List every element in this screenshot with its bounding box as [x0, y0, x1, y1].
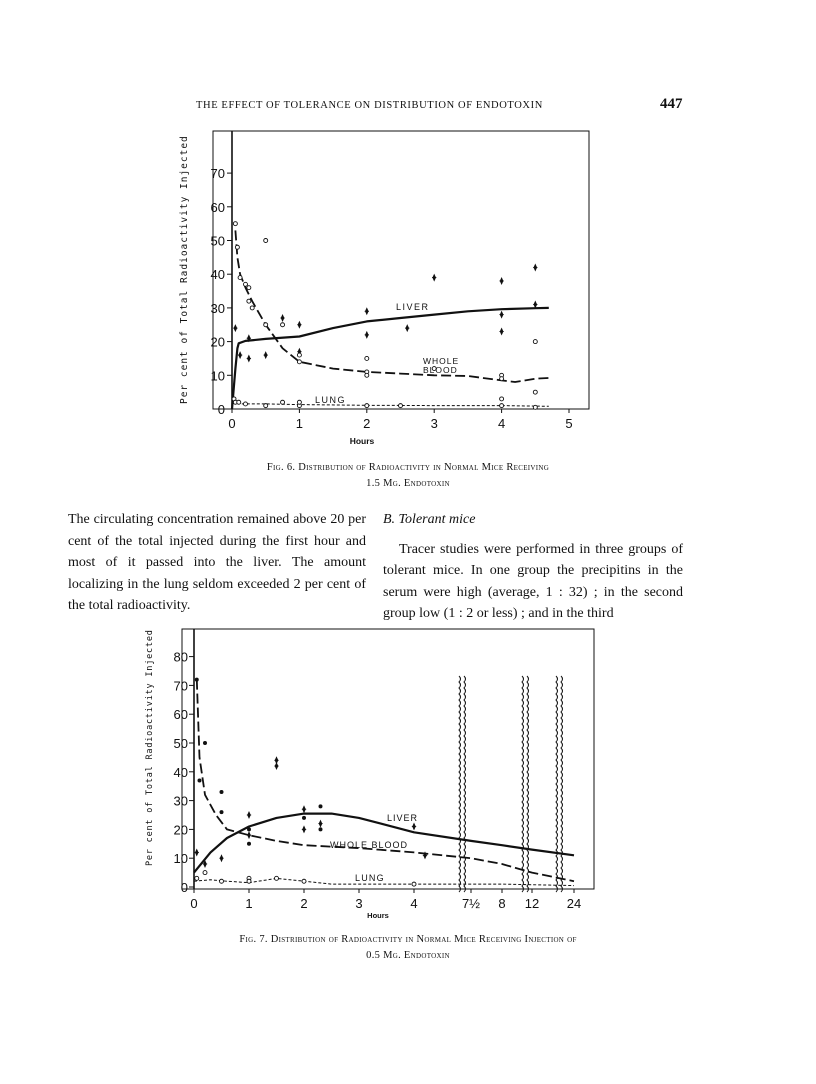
page-number: 447 — [660, 96, 683, 112]
fig7-lung-point — [275, 876, 279, 880]
fig7-caption — [120, 932, 696, 964]
fig6-label-liver: LIVER — [396, 302, 430, 312]
fig7-blood-point — [220, 790, 224, 794]
fig6-xtick-label: 3 — [430, 416, 438, 431]
fig7-blood-point — [302, 816, 306, 820]
fig6-xtick-label: 4 — [497, 416, 506, 431]
section-heading: B. Tolerant mice — [383, 512, 476, 527]
fig6-xtick-label: 1 — [295, 416, 304, 431]
fig7-lung-point — [302, 879, 306, 883]
fig7-xtick-label: 7½ — [461, 896, 481, 911]
fig7-blood-point — [198, 778, 202, 782]
fig7-blood-point — [247, 827, 251, 831]
fig7-liver-point — [274, 756, 278, 764]
fig6-ytick-label: 20 — [210, 334, 225, 350]
fig6-ytick-label: 40 — [210, 267, 225, 283]
fig7-caption-line1: Fig. 7. Distribution of Radioactivity in Normal Mice Receiving Injection of — [239, 934, 577, 945]
fig7-lung-point — [247, 879, 251, 883]
fig7-blood-point — [319, 827, 323, 831]
fig7-lung-point — [412, 882, 416, 886]
fig7-xtick-label: 4 — [410, 896, 418, 911]
fig7-label-whole: WHOLE BLOOD — [330, 840, 409, 850]
fig7-lung-point — [203, 871, 207, 875]
fig6-caption-line2: 1.5 Mg. Endotoxin — [366, 478, 450, 489]
fig7-liver-point — [302, 805, 306, 813]
fig7-ytick-label: 80 — [173, 649, 188, 665]
fig7-ytick-label: 40 — [173, 764, 188, 780]
fig7-line-whole-blood — [197, 680, 574, 882]
fig6-label-lung: LUNG — [315, 395, 347, 405]
fig7-liver-point — [219, 854, 223, 862]
fig7-axis-break — [556, 676, 563, 892]
fig7-xlabel: Hours — [367, 911, 389, 920]
fig7-lung-point — [220, 879, 224, 883]
fig7-lung-point — [195, 876, 199, 880]
fig6-ytick-label: 50 — [210, 233, 225, 249]
fig6-xtick-label: 0 — [228, 416, 236, 431]
fig7-liver-point — [318, 820, 322, 828]
fig7-ytick-label: 20 — [173, 822, 188, 838]
fig7-xtick-label: 24 — [566, 896, 582, 911]
fig7-xtick-label: 3 — [355, 896, 363, 911]
fig6-ytick-label: 60 — [210, 199, 225, 215]
fig6-ylabel: Per cent of Total Radioactivity Injected — [179, 135, 190, 404]
fig7-ytick-label: 10 — [173, 851, 188, 867]
fig6-ytick-label: 70 — [210, 166, 225, 182]
fig6-caption-line1: Fig. 6. Distribution of Radioactivity in Normal Mice Receiving — [266, 462, 550, 473]
fig7-ytick-label: 50 — [173, 736, 188, 751]
fig7-liver-point — [247, 811, 251, 819]
fig7-blood-point — [319, 804, 323, 808]
fig6-xtick-label: 2 — [363, 416, 371, 431]
fig6-xtick-label: 5 — [565, 416, 573, 431]
fig7-axis-break — [459, 676, 466, 892]
fig7-blood-point — [220, 810, 224, 814]
fig7-blood-point — [195, 678, 199, 682]
fig7-blood-point — [247, 842, 251, 846]
fig6-ytick-label: 0 — [217, 402, 225, 417]
fig7-caption-line2: 0.5 Mg. Endotoxin — [366, 950, 450, 961]
fig6-ytick-label: 10 — [210, 368, 225, 384]
fig7-ytick-label: 0 — [180, 880, 188, 895]
fig6-ytick-label: 30 — [210, 300, 225, 316]
fig7-liver-point — [247, 831, 251, 839]
paragraph-tolerant: Tracer studies were performed in three groups of tolerant mice. In one group the precipitins in the serum were high (average, 1 : 32) ; in the second group low (1 : 2 or less) ; and in the third — [383, 541, 683, 621]
paragraph-circulating: The circulating concentration remained above 20 per cent of the total injected during the first hour and most of it passed into the liver. The amount localizing in the lung seldom exceeded 2 per cent of the total radioactivity. — [68, 512, 366, 613]
fig7-xtick-label: 2 — [300, 896, 308, 911]
fig7-blood-point — [203, 741, 207, 745]
fig7-xtick-label: 1 — [245, 896, 253, 911]
fig7-axis-break — [522, 676, 529, 892]
fig6-xlabel: Hours — [349, 436, 375, 446]
fig6-label-blood: BLOOD — [423, 365, 458, 375]
fig7-liver-point — [195, 848, 199, 856]
fig7-label-liver: LIVER — [387, 813, 419, 823]
fig7-ytick-label: 60 — [173, 707, 188, 723]
fig7-xtick-label: 8 — [498, 896, 506, 911]
fig7-ytick-label: 30 — [173, 793, 188, 809]
fig7-liver-point — [412, 823, 416, 831]
fig7-xtick-label: 0 — [190, 896, 198, 911]
fig6-label-whole: WHOLE — [423, 356, 460, 366]
fig7-ylabel: Per cent of Total Radioactivity Injected — [145, 629, 155, 866]
fig7-xtick-label: 12 — [524, 896, 540, 911]
fig7-label-lung: LUNG — [355, 873, 385, 883]
fig7-liver-point — [302, 825, 306, 833]
running-title: THE EFFECT OF TOLERANCE ON DISTRIBUTION OF ENDOTOXIN — [196, 100, 543, 111]
fig7-ytick-label: 70 — [173, 678, 188, 694]
